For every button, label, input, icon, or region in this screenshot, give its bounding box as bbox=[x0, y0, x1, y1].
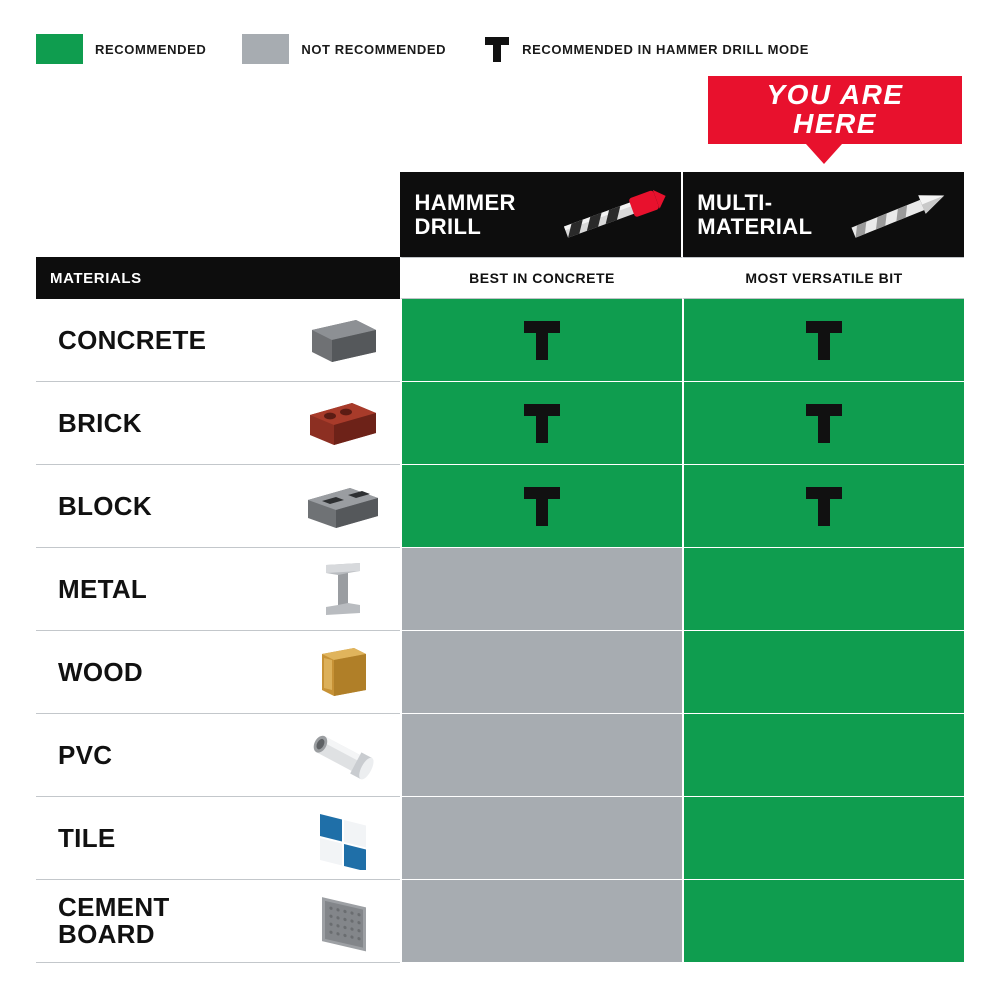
table-header-row bbox=[36, 172, 964, 257]
table-row bbox=[36, 797, 964, 880]
table-subheader-row bbox=[36, 257, 964, 299]
material-label: WOOD bbox=[58, 656, 143, 687]
material-cell-pvc bbox=[36, 714, 400, 797]
value-cell-hammer-drill-brick bbox=[400, 382, 682, 465]
hammer-icon bbox=[804, 401, 844, 445]
material-label: CEMENT BOARD bbox=[58, 892, 170, 949]
table-row bbox=[36, 548, 964, 631]
pvc-pipe-icon bbox=[304, 723, 382, 787]
materials-header: MATERIALS bbox=[36, 257, 400, 299]
value-cell-multi-material-block bbox=[682, 465, 964, 548]
value-cell-multi-material-concrete bbox=[682, 299, 964, 382]
table-row bbox=[36, 382, 964, 465]
material-label: BLOCK bbox=[58, 490, 152, 521]
value-cell-hammer-drill-concrete bbox=[400, 299, 682, 382]
table-row bbox=[36, 631, 964, 714]
value-cell-hammer-drill-cement-board bbox=[400, 880, 682, 963]
value-cell-hammer-drill-block bbox=[400, 465, 682, 548]
material-cell-brick bbox=[36, 382, 400, 465]
legend bbox=[36, 32, 845, 66]
you-are-here-callout bbox=[708, 76, 962, 144]
compatibility-table bbox=[36, 172, 964, 963]
material-label: TILE bbox=[58, 822, 116, 853]
hammer-icon bbox=[482, 34, 512, 64]
tile-icon bbox=[304, 806, 382, 870]
legend-item-recommended bbox=[36, 34, 206, 64]
subtitle-hammer-drill: BEST IN CONCRETE bbox=[400, 257, 682, 299]
material-cell-wood bbox=[36, 631, 400, 714]
value-cell-hammer-drill-pvc bbox=[400, 714, 682, 797]
material-label: METAL bbox=[58, 573, 148, 604]
legend-item-hammer-mode bbox=[482, 34, 809, 64]
material-label: PVC bbox=[58, 739, 113, 770]
column-header-hammer-drill bbox=[398, 172, 681, 257]
material-cell-concrete bbox=[36, 299, 400, 382]
legend-label-hammer-mode: RECOMMENDED IN HAMMER DRILL MODE bbox=[522, 41, 810, 57]
column-title-hammer-drill: HAMMER DRILL bbox=[414, 189, 516, 239]
callout-line-2: HERE bbox=[793, 108, 877, 139]
material-cell-metal bbox=[36, 548, 400, 631]
value-cell-hammer-drill-tile bbox=[400, 797, 682, 880]
value-cell-multi-material-brick bbox=[682, 382, 964, 465]
column-header-multi-material bbox=[681, 172, 964, 257]
value-cell-multi-material-tile bbox=[682, 797, 964, 880]
header-spacer bbox=[36, 172, 398, 257]
table-row bbox=[36, 299, 964, 382]
material-label: BRICK bbox=[58, 407, 142, 438]
callout-line-1: YOU ARE bbox=[766, 79, 904, 111]
material-cell-block bbox=[36, 465, 400, 548]
hammer-icon bbox=[522, 318, 562, 362]
material-label: CONCRETE bbox=[58, 324, 207, 355]
hammer-icon bbox=[804, 318, 844, 362]
legend-label-not-recommended: NOT RECOMMENDED bbox=[301, 41, 447, 57]
material-cell-cement-board bbox=[36, 880, 400, 963]
subtitle-multi-material: MOST VERSATILE BIT bbox=[682, 257, 964, 299]
concrete-block-icon bbox=[304, 308, 382, 372]
green-swatch-icon bbox=[36, 34, 83, 64]
white-multi-material-bit-icon bbox=[836, 187, 956, 243]
hammer-icon bbox=[522, 401, 562, 445]
brick-icon bbox=[304, 391, 382, 455]
value-cell-hammer-drill-wood bbox=[400, 631, 682, 714]
hammer-icon bbox=[804, 484, 844, 528]
legend-item-not-recommended bbox=[242, 34, 446, 64]
cinder-block-icon bbox=[304, 474, 382, 538]
value-cell-multi-material-metal bbox=[682, 548, 964, 631]
table-row bbox=[36, 465, 964, 548]
column-title-multi-material: MULTI-MATERIAL bbox=[697, 189, 813, 239]
red-hammer-drill-bit-icon bbox=[553, 187, 673, 243]
value-cell-hammer-drill-metal bbox=[400, 548, 682, 631]
legend-label-recommended: RECOMMENDED bbox=[95, 41, 207, 57]
material-cell-tile bbox=[36, 797, 400, 880]
value-cell-multi-material-wood bbox=[682, 631, 964, 714]
steel-beam-icon bbox=[304, 557, 382, 621]
callout-arrow-icon bbox=[806, 144, 842, 164]
value-cell-multi-material-cement-board bbox=[682, 880, 964, 963]
gray-swatch-icon bbox=[242, 34, 289, 64]
cement-board-icon bbox=[304, 889, 382, 953]
wood-block-icon bbox=[304, 640, 382, 704]
hammer-icon bbox=[522, 484, 562, 528]
table-row bbox=[36, 714, 964, 797]
value-cell-multi-material-pvc bbox=[682, 714, 964, 797]
table-row bbox=[36, 880, 964, 963]
